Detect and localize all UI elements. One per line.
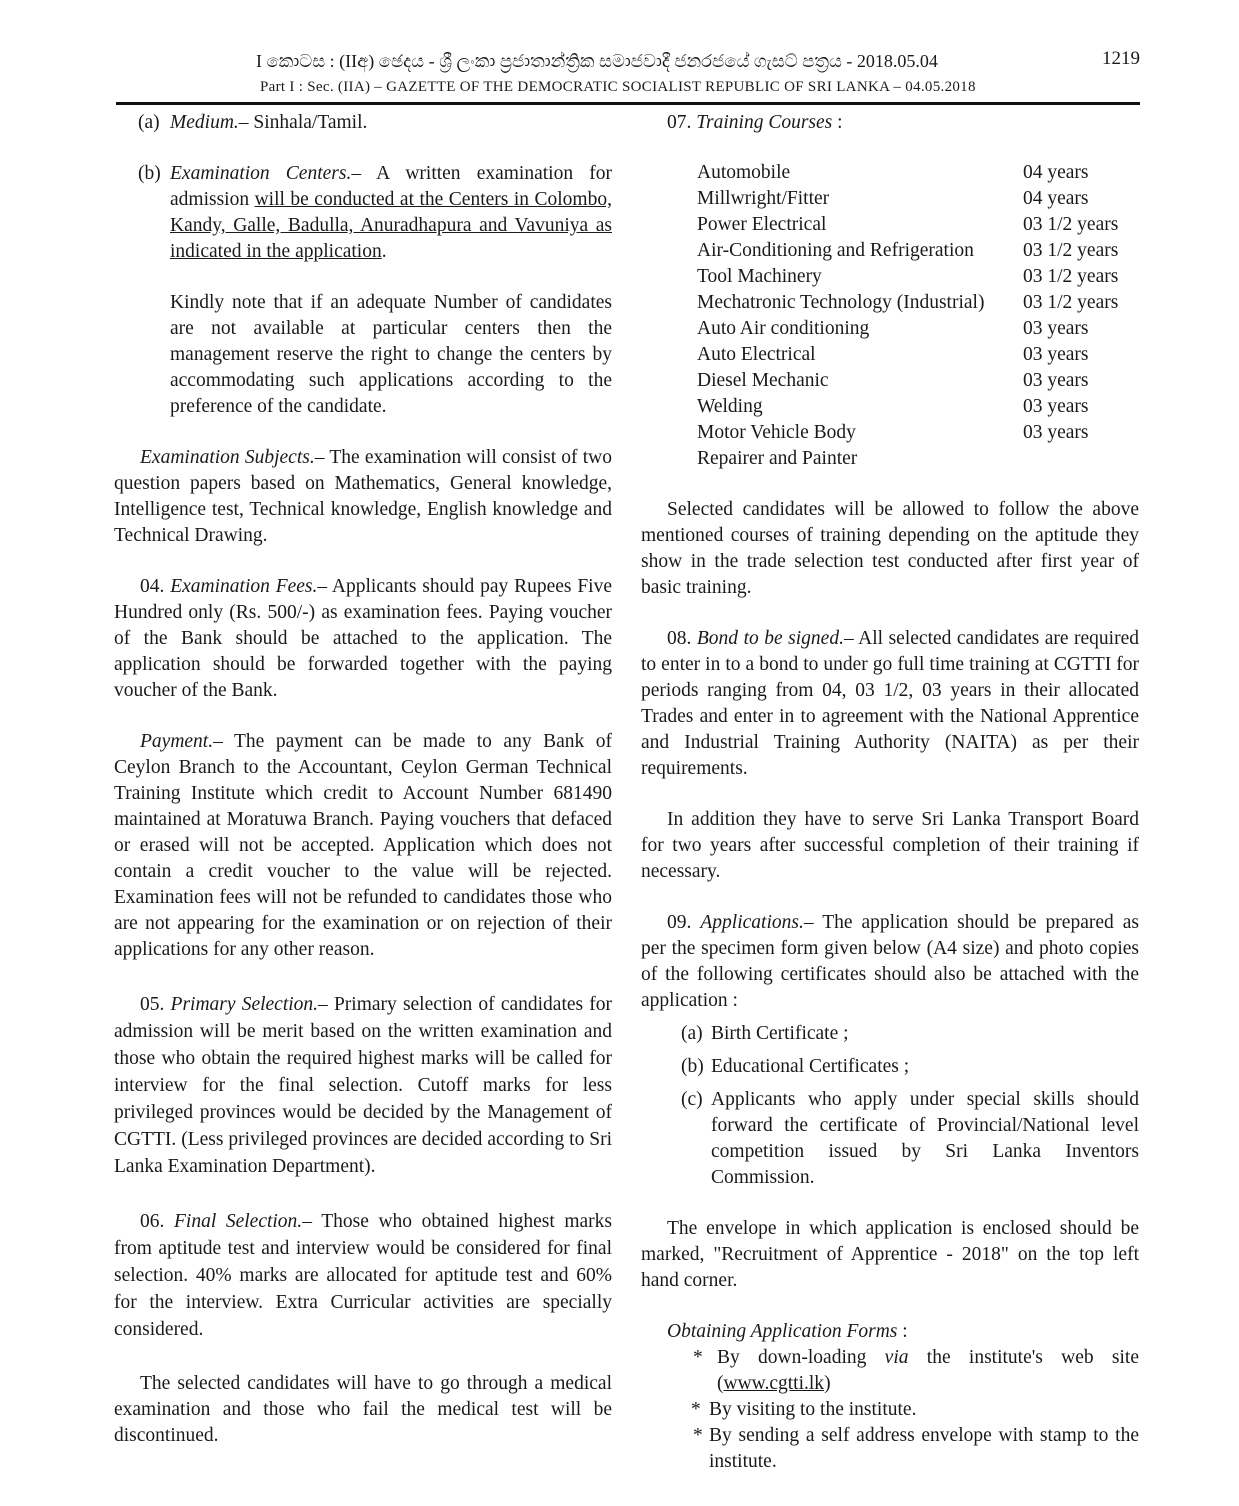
download-text: By down-loading <box>717 1347 885 1368</box>
table-row <box>697 160 1118 186</box>
certificates-list <box>641 1021 1139 1191</box>
primary-title: Primary Selection. <box>170 994 319 1015</box>
medium-item <box>114 110 612 136</box>
final-text: – Those who obtained highest marks from aptitude test and interview would be considered for final selection. 40% marks are allocated for aptitude test and 60% for the interview. Extra Curricular activities are specially considered. <box>114 1211 612 1340</box>
header-sinhala: I කොටස : (IIඅ) ඡෙදය - ශ්‍රී ලංකා ප්‍රජාතාන්ත්‍රික සමාජවාදී ජනරජයේ ගැසට් පත්‍රය - 2018.05.04 <box>256 51 938 71</box>
final-selection-paragraph <box>114 1208 612 1343</box>
right-column <box>641 110 1139 1475</box>
courses-table <box>697 160 1118 472</box>
fees-paragraph <box>114 574 612 704</box>
primary-num: 05. <box>140 994 165 1015</box>
course-name: Mechatronic Technology (Industrial) <box>697 292 985 313</box>
applications-title: Applications. <box>700 912 804 933</box>
subjects-text: – The examination will consist of two question papers based on Mathematics, General knowledge, Intelligence test, Technical knowledge, English knowledge and Technical Drawing. <box>114 447 612 546</box>
course-name: Diesel Mechanic <box>697 370 829 391</box>
final-title: Final Selection. <box>173 1211 303 1232</box>
left-column <box>114 110 612 1449</box>
fees-text: – Applicants should pay Rupees Five Hundred only (Rs. 500/-) as examination fees. Paying voucher of the Bank should be attached to the application. The application should be forwarded together with the paying voucher of the Bank. <box>114 576 612 701</box>
subjects-paragraph <box>114 445 612 549</box>
centers-item <box>114 161 612 265</box>
course-duration: 03 1/2 years <box>1023 240 1119 261</box>
bullet-star: * <box>693 1347 703 1368</box>
medium-marker: (a) <box>138 112 160 133</box>
table-row <box>697 446 1118 472</box>
centers-title: Examination Centers. <box>170 163 352 184</box>
course-duration-empty <box>1023 446 1118 472</box>
medium-text: – Sinhala/Tamil. <box>238 112 368 133</box>
course-duration: 03 years <box>1023 318 1089 339</box>
envelope-paragraph: The envelope in which application is enclosed should be marked, "Recruitment of Apprentice - 2018" on the top left hand corner. <box>641 1218 1139 1291</box>
applications-paragraph <box>641 910 1139 1014</box>
primary-selection-paragraph <box>114 991 612 1180</box>
course-duration: 04 years <box>1023 188 1089 209</box>
list-marker: (b) <box>681 1056 704 1077</box>
fees-num: 04. <box>140 576 165 597</box>
obtaining-item-visit <box>641 1397 1139 1423</box>
centers-marker: (b) <box>138 163 161 184</box>
centers-post: . <box>381 241 387 262</box>
obtaining-colon: : <box>897 1321 908 1342</box>
course-duration: 03 1/2 years <box>1023 292 1119 313</box>
obtaining-item-send <box>641 1423 1139 1475</box>
list-item <box>641 1021 1139 1047</box>
primary-text: – Primary selection of candidates for admission will be merit based on the written examination and those who obtain the required highest marks will be called for interview for the final selection. Cutoff marks for less privileged provinces would be decided by the Management of CGTTI. (Less privileged provinces are decided according to Sri Lanka Examination Department). <box>114 994 613 1177</box>
list-marker: (a) <box>681 1023 703 1044</box>
table-row <box>697 342 1118 368</box>
list-marker: (c) <box>681 1089 703 1110</box>
course-duration: 03 years <box>1023 396 1089 417</box>
list-item <box>641 1087 1139 1191</box>
training-colon: : <box>832 112 843 133</box>
payment-title: Payment. <box>140 731 214 752</box>
centers-note: Kindly note that if an adequate Number of candidates are not available at particular centers then the management reserve the right to change the centers by accommodating such applications according to the preference of the candidate. <box>170 292 612 417</box>
course-duration: 03 1/2 years <box>1023 266 1119 287</box>
table-row <box>697 212 1118 238</box>
final-num: 06. <box>140 1211 165 1232</box>
header-english: Part I : Sec. (IIA) – GAZETTE OF THE DEMOCRATIC SOCIALIST REPUBLIC OF SRI LANKA – 04.05.2018 <box>260 79 976 95</box>
list-item <box>641 1054 1139 1080</box>
bullet-star: * <box>693 1425 703 1446</box>
course-name: Millwright/Fitter <box>697 188 830 209</box>
course-duration: 03 years <box>1023 370 1089 391</box>
selected-paragraph: Selected candidates will be allowed to follow the above mentioned courses of training depending on the aptitude they show in the trade selection test conducted after first year of basic training. <box>641 499 1139 598</box>
table-row <box>697 290 1118 316</box>
transport-paragraph: In addition they have to serve Sri Lanka Transport Board for two years after successful completion of their training if necessary. <box>641 809 1139 882</box>
visit-text: By visiting to the institute. <box>709 1399 917 1420</box>
table-row <box>697 186 1118 212</box>
course-name: Automobile <box>697 162 791 183</box>
website-text: the institute's web site ( <box>717 1347 1140 1394</box>
table-row <box>697 264 1118 290</box>
bond-text: – All selected candidates are required to enter in to a bond to under go full time training at CGTTI for periods ranging from 04, 03 1/2, 03 years in their allocated Trades and enter in to agreement with the National Apprentice and Industrial Training Authority (NAITA) as per their requirements. <box>641 628 1139 779</box>
medium-title: Medium. <box>170 112 239 133</box>
gazette-header <box>116 42 1140 105</box>
course-duration: 03 years <box>1023 422 1089 443</box>
course-name: Auto Electrical <box>697 344 816 365</box>
course-name: Air-Conditioning and Refrigeration <box>697 240 974 261</box>
centers-underlined: will be conducted at the Centers in Colombo, Kandy, Galle, Badulla, Anuradhapura and Vavuniya as indicated in the application <box>170 189 612 262</box>
payment-text: – The payment can be made to any Bank of Ceylon Branch to the Accountant, Ceylon German Technical Training Institute which credit to Account Number 681490 maintained at Moratuwa Branch. Paying vouchers that defaced or erased will not be accepted. Application which does not contain a credit voucher to the value will be rejected. Examination fees will not be refunded to candidates those who are not appearing for the examination or on rejection of their applications for any other reason. <box>114 731 612 960</box>
via-text: via <box>884 1347 909 1368</box>
applications-text: – The application should be prepared as per the specimen form given below (A4 size) and photo copies of the following certificates should also be attached with the application : <box>641 912 1139 1011</box>
list-text: Applicants who apply under special skills should forward the certificate of Provincial/National level competition issued by Sri Lanka Inventors Commission. <box>711 1089 1139 1188</box>
website-link[interactable]: www.cgtti.lk <box>723 1373 825 1394</box>
bond-num: 08. <box>667 628 692 649</box>
centers-pre: – A written examination for admission <box>170 163 612 210</box>
bond-paragraph <box>641 626 1139 782</box>
payment-paragraph <box>114 729 612 963</box>
applications-num: 09. <box>667 912 692 933</box>
course-name: Tool Machinery <box>697 266 822 287</box>
obtaining-item-download <box>641 1345 1139 1397</box>
course-duration: 03 1/2 years <box>1023 214 1119 235</box>
course-name: Power Electrical <box>697 214 827 235</box>
training-heading <box>641 110 1139 136</box>
subjects-title: Examination Subjects. <box>140 447 315 468</box>
obtaining-heading <box>641 1319 1139 1345</box>
table-row <box>697 238 1118 264</box>
training-title: Training Courses <box>696 112 833 133</box>
close-paren: ) <box>824 1373 831 1394</box>
list-text: Educational Certificates ; <box>711 1056 910 1077</box>
page-number: 1219 <box>1102 48 1140 69</box>
list-text: Birth Certificate ; <box>711 1023 849 1044</box>
table-row <box>697 368 1118 394</box>
course-name: Welding <box>697 396 763 417</box>
medical-paragraph: The selected candidates will have to go through a medical examination and those who fail the medical test will be discontinued. <box>114 1373 612 1446</box>
course-name: Auto Air conditioning <box>697 318 870 339</box>
table-row <box>697 316 1118 342</box>
training-num: 07. <box>667 112 692 133</box>
table-row <box>697 394 1118 420</box>
send-text: By sending a self address envelope with stamp to the institute. <box>709 1425 1139 1472</box>
bullet-star: * <box>691 1399 701 1420</box>
fees-title: Examination Fees. <box>170 576 318 597</box>
obtaining-title: Obtaining Application Forms <box>667 1321 898 1342</box>
course-duration: 04 years <box>1023 162 1089 183</box>
course-name-continuation: Repairer and Painter <box>697 448 858 469</box>
table-row <box>697 420 1118 446</box>
bond-title: Bond to be signed. <box>696 628 844 649</box>
course-duration: 03 years <box>1023 344 1089 365</box>
course-name: Motor Vehicle Body <box>697 422 856 443</box>
